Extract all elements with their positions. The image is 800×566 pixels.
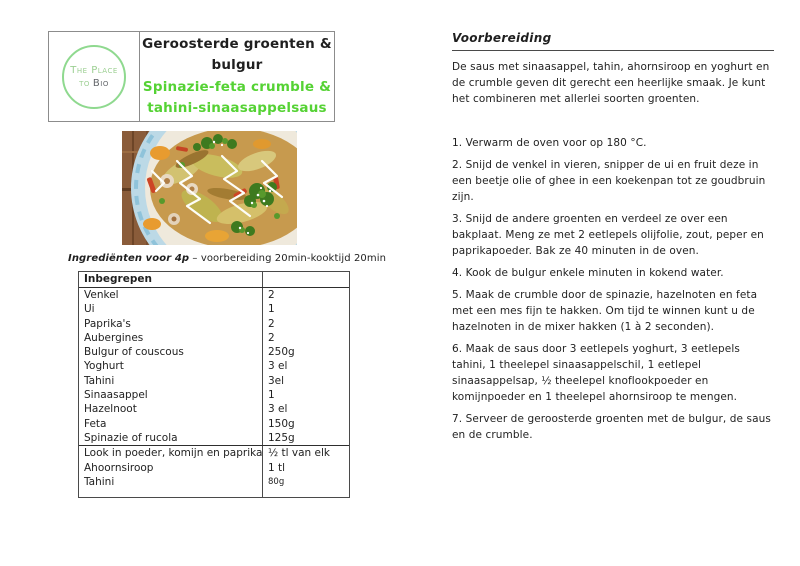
preparation-intro: De saus met sinaasappel, tahin, ahornsiroop en yoghurt en de crumble geven dit gerecht een heerlijke smaak. Je kunt het combineren met allerlei soorten groenten. [452,61,770,105]
recipe-subtitle-line1: Spinazie-feta crumble & [142,78,332,95]
logo-line1: The Place [70,64,118,76]
table-header-label: Inbegrepen [79,272,263,287]
recipe-title-line1: Geroosterde groenten & [142,35,332,52]
ingredient-label: Tahini [79,475,263,489]
ingredient-label: Venkel [79,288,263,302]
table-row [79,317,349,331]
ingredient-label: Yoghurt [79,359,263,373]
ingredient-qty: 3el [268,374,285,387]
table-row [79,345,349,359]
ingredient-qty: 150g [268,417,295,430]
table-row [79,402,349,416]
preparation-title: Voorbereiding [452,30,774,51]
logo-cell [49,32,140,121]
preparation-step: 3. Snijd de andere groenten en verdeel ze over een bakplaat. Meng ze met 2 eetlepels olijfolie, zout, peper en paprikapoeder. Bak ze 40 minuten in de oven. [452,213,764,257]
table-row [79,331,349,345]
table-row [79,475,349,489]
title-cell [140,32,334,121]
preparation-section [452,30,774,449]
ingredient-qty: 2 [268,289,275,301]
ingredients-table [78,271,350,498]
ingredient-qty: 3 el [268,360,288,373]
ingredient-qty: 3 el [268,403,288,416]
filler-cell [263,489,349,497]
ingredient-qty: 2 [268,331,275,344]
ingredient-label: Sinaasappel [79,388,263,402]
table-row [79,431,349,445]
ingredient-label: Aubergines [79,331,263,345]
table-row [79,417,349,431]
ingredient-label: Look in poeder, komijn en paprika [79,446,263,460]
ingredient-label: Bulgur of couscous [79,345,263,359]
filler-cell [79,489,263,497]
ingredient-label: Paprika's [79,317,263,331]
table-header-qty [263,272,349,287]
preparation-step: 6. Maak de saus door 3 eetlepels yoghurt, 3 eetlepels tahini, 1 theelepel sinaasappelschil, 1 eetlepel sinaasappelsap, ½ theelepel knoflookpoeder en komijnpoeder en 1 theelepel ahornsiroop te mengen. [452,343,740,403]
ingredients-caption-title: Ingrediënten voor 4p [68,253,190,264]
table-header-row [79,272,349,288]
recipe-subtitle-line2: tahini-sinaasappelsaus [147,100,327,116]
ingredient-qty: 125g [268,431,295,444]
header-table [48,31,335,122]
ingredient-label: Ui [79,302,263,316]
logo-to: to [79,77,90,89]
ingredient-label: Ahoornsiroop [79,461,263,475]
ingredient-label: Tahini [79,374,263,388]
ingredient-qty: 1 [268,389,275,402]
table-row [79,445,349,460]
ingredient-qty: 1 tl [268,461,286,474]
recipe-title-line2: bulgur [211,57,263,73]
ingredient-label: Spinazie of rucola [79,431,263,445]
ingredients-caption-detail: – voorbereiding 20min-kooktijd 20min [189,253,387,264]
ingredient-qty: 250g [268,346,295,359]
preparation-step: 2. Snijd de venkel in vieren, snipper de ui en fruit deze in een beetje olie of ghee in een koekenpan tot ze goudbruin zijn. [452,159,766,203]
ingredient-qty: ½ tl van elk [268,447,330,460]
table-filler-row [79,489,349,497]
ingredient-label: Hazelnoot [79,402,263,416]
preparation-step: 5. Maak de crumble door de spinazie, hazelnoten en feta met een mes fijn te hakken. Om tijd te winnen kunt u de hazelnoten in de mixer hakken (1 à 2 seconden). [452,289,758,333]
ingredient-qty: 1 [268,303,275,316]
logo-line2 [79,77,109,90]
table-row [79,288,349,302]
table-row [79,388,349,402]
dish-photo [122,131,297,245]
ingredient-qty: 2 [268,317,275,330]
logo-circle-icon [62,45,126,109]
preparation-step: 1. Verwarm de oven voor op 180 °C. [452,137,647,149]
ingredient-qty: 80g [268,476,285,487]
preparation-step: 4. Kook de bulgur enkele minuten in kokend water. [452,267,724,279]
table-row [79,359,349,373]
table-row [79,302,349,316]
ingredient-label: Feta [79,417,263,431]
preparation-step: 7. Serveer de geroosterde groenten met de bulgur, de saus en de crumble. [452,413,771,441]
table-row [79,461,349,475]
table-row [79,374,349,388]
ingredients-caption [68,253,387,264]
logo-bio: Bio [92,77,109,89]
